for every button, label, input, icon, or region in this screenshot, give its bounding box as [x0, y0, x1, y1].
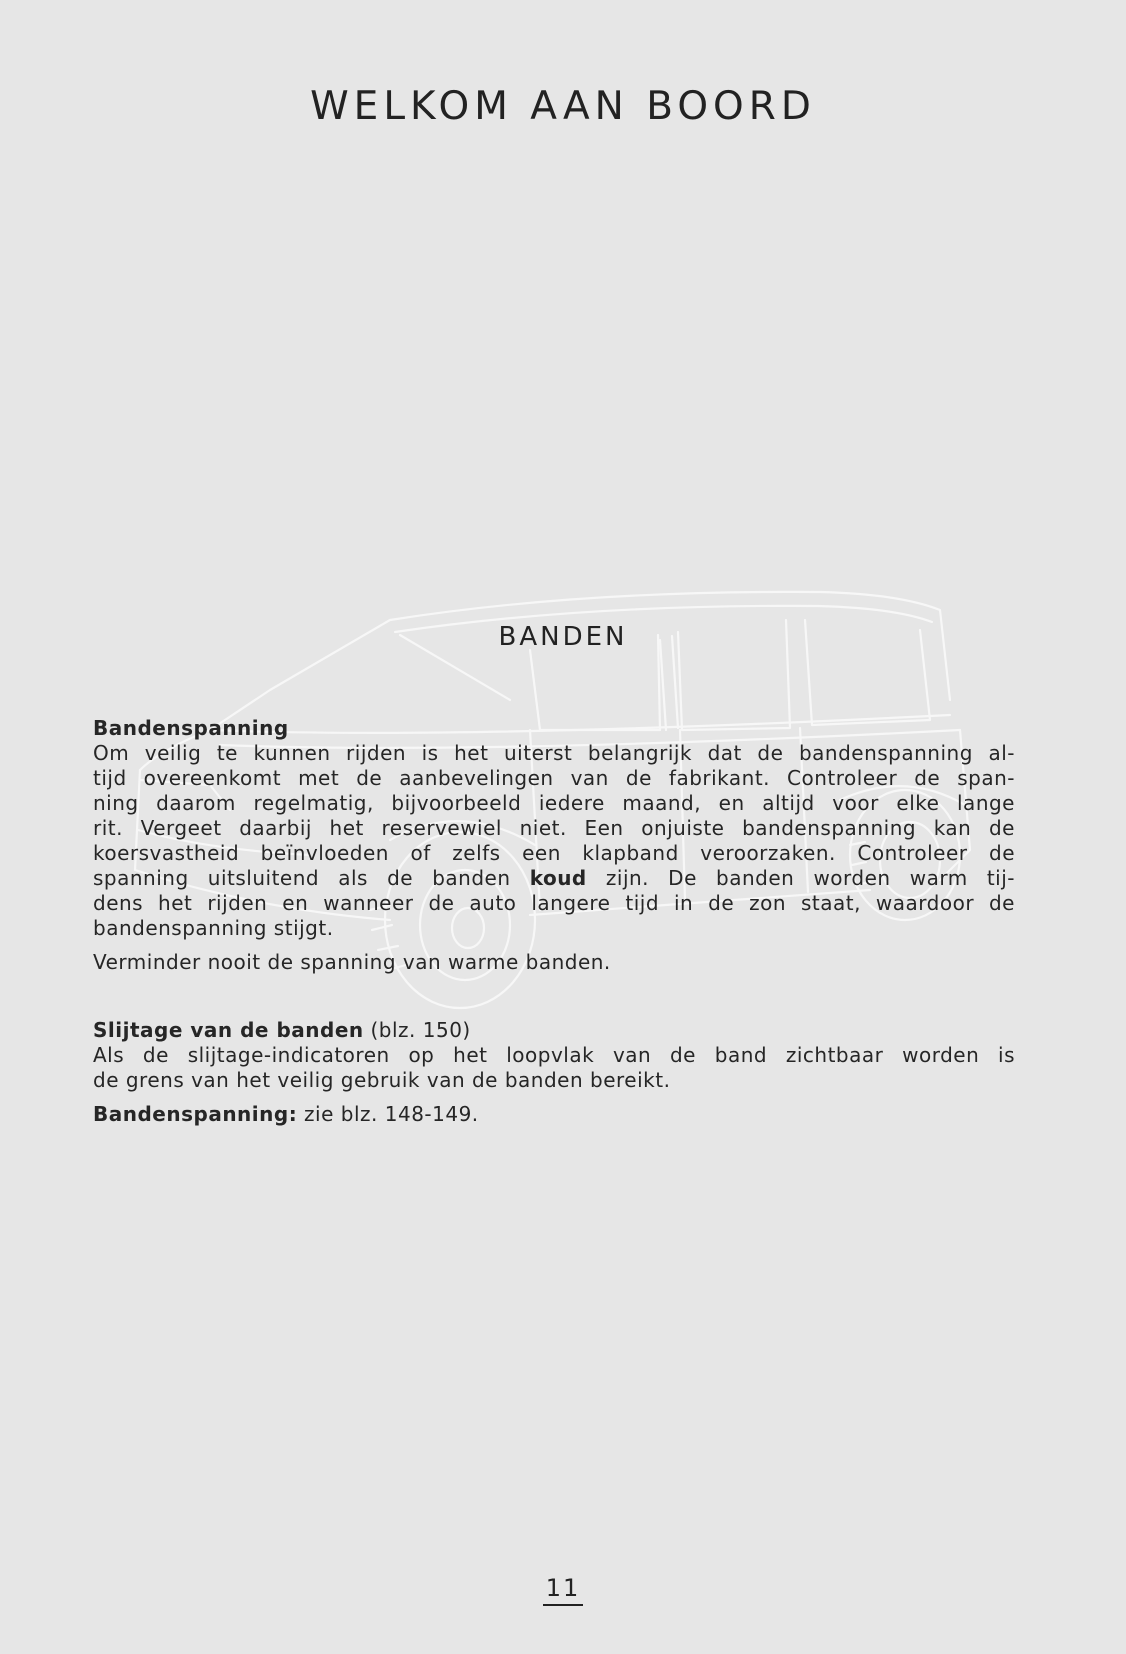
wear-paragraph: [93, 1043, 1015, 1093]
line-text: spanning uitsluitend als de banden: [93, 866, 530, 890]
line-text: zijn. De banden worden warm tij-: [586, 866, 1016, 890]
paragraph-line: bandenspanning stijgt.: [93, 916, 334, 940]
paragraph-line: ning daarom regelmatig, bijvoorbeeld iedere maand, en altijd voor elke lange: [93, 791, 1015, 815]
page-title: WELKOM AAN BOORD: [310, 84, 816, 129]
pressure-reference: [93, 1102, 1015, 1127]
paragraph-line: Als de slijtage-indicatoren op het loopvlak van de band zichtbaar worden is: [93, 1043, 1015, 1067]
tire-pressure-paragraph: [93, 741, 1015, 941]
pressure-reference-label: Bandenspanning:: [93, 1102, 298, 1126]
paragraph-line: dens het rijden en wanneer de auto langere tijd in de zon staat, waardoor de: [93, 891, 1015, 915]
paragraph-line: Om veilig te kunnen rijden is het uiterst belangrijk dat de bandenspanning al-: [93, 741, 1015, 765]
warning-text: Verminder nooit de spanning van warme banden.: [93, 950, 611, 974]
tire-section-content: [93, 716, 1015, 1127]
paragraph-line-with-emphasis: [93, 866, 1015, 891]
section-title: BANDEN: [498, 622, 628, 652]
paragraph-line: rit. Vergeet daarbij het reservewiel niet. Een onjuiste bandenspanning kan de: [93, 816, 1015, 840]
page-number: [0, 1574, 1126, 1602]
wear-heading-line: [93, 1018, 1015, 1043]
emphasis-cold: koud: [529, 866, 587, 890]
page-number-value: 11: [543, 1574, 584, 1606]
paragraph-line: koersvastheid beïnvloeden of zelfs een klapband veroorzaken. Controleer de: [93, 841, 1015, 865]
wear-heading: Slijtage van de banden: [93, 1018, 364, 1042]
tire-pressure-heading: Bandenspanning: [93, 716, 289, 740]
wear-page-reference: (blz. 150): [363, 1018, 471, 1042]
paragraph-line: tijd overeenkomt met de aanbevelingen van de fabrikant. Controleer de span-: [93, 766, 1015, 790]
pressure-reference-text: zie blz. 148-149.: [297, 1102, 479, 1126]
paragraph-line: de grens van het veilig gebruik van de banden bereikt.: [93, 1068, 671, 1092]
